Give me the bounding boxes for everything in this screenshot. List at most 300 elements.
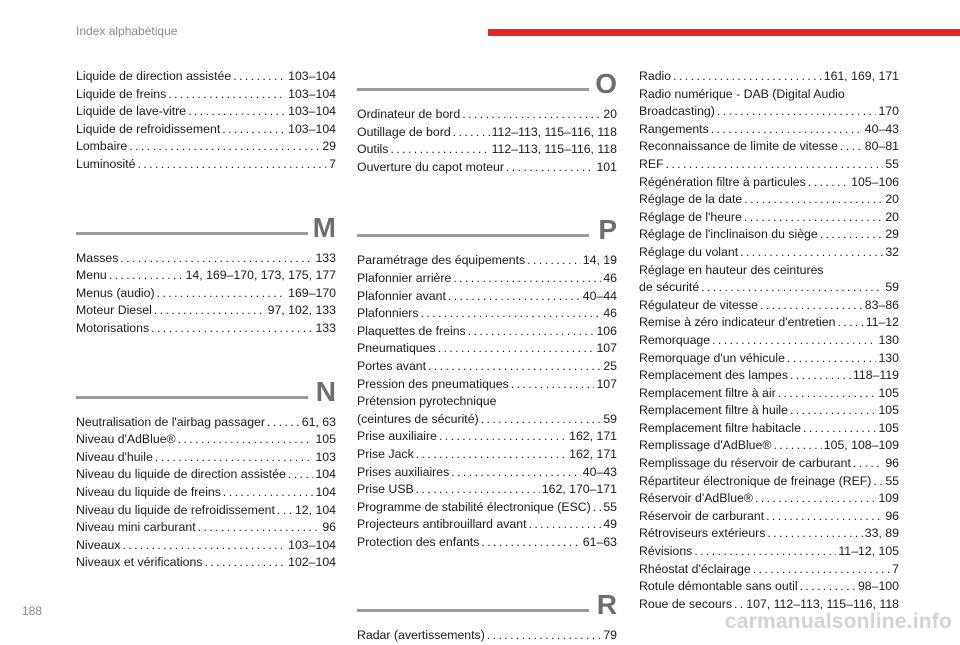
entry-pages: 169–170 xyxy=(288,285,336,300)
entry-term: Niveau d'huile xyxy=(76,449,153,464)
index-column-1 xyxy=(76,68,336,572)
dot-leader xyxy=(453,270,601,288)
index-entry xyxy=(357,411,617,429)
dot-leader xyxy=(151,320,313,338)
dot-leader xyxy=(154,302,266,320)
header-accent-bar xyxy=(488,29,960,36)
index-entry xyxy=(639,508,899,526)
dot-leader xyxy=(222,121,286,139)
index-entry xyxy=(639,279,899,297)
entry-term: Programme de stabilité électronique (ESC) xyxy=(357,499,591,514)
index-entry xyxy=(639,226,899,244)
entry-term: Radar (avertissements) xyxy=(357,628,485,643)
index-entry xyxy=(639,209,899,227)
dot-leader xyxy=(840,138,863,156)
dot-leader xyxy=(511,376,595,394)
index-entry xyxy=(639,350,899,368)
dot-leader xyxy=(129,138,320,156)
entry-term: Remise à zéro indicateur d'entretien xyxy=(639,315,836,330)
index-entry xyxy=(357,516,617,534)
entry-pages: 103–104 xyxy=(288,86,336,101)
entry-pages: 7 xyxy=(892,561,899,576)
index-entry xyxy=(639,437,899,455)
entry-term: Plafonniers xyxy=(357,306,419,321)
entry-term: Roue de secours xyxy=(639,596,732,611)
section-r-entries xyxy=(357,627,617,645)
index-entry xyxy=(357,252,617,270)
index-entry xyxy=(357,323,617,341)
entry-pages: 61–63 xyxy=(582,534,617,549)
entry-term: Remplacement des lampes xyxy=(639,368,788,383)
entry-term: Reconnaissance de limite de vitesse xyxy=(639,139,838,154)
index-entry xyxy=(639,156,899,174)
entry-pages: 55 xyxy=(885,473,899,488)
dot-leader xyxy=(808,174,849,192)
index-entry xyxy=(76,554,336,572)
entry-pages: 83–86 xyxy=(864,297,899,312)
dot-leader xyxy=(223,484,314,502)
dot-leader xyxy=(787,350,877,368)
index-entry xyxy=(639,402,899,420)
index-entry xyxy=(76,449,336,467)
entry-term: Menu xyxy=(76,268,107,283)
index-entry xyxy=(357,124,617,142)
index-entry xyxy=(357,464,617,482)
entry-pages: 105–106 xyxy=(851,174,899,189)
entry-term: Répartiteur électronique de freinage (REF) xyxy=(639,473,872,488)
entry-term: Niveau mini carburant xyxy=(76,520,196,535)
section-l-entries xyxy=(76,68,336,174)
entry-term: Réglage du volant xyxy=(639,244,739,259)
page-number: 188 xyxy=(22,604,43,618)
entry-pages: 11–12, 105 xyxy=(838,544,899,559)
entry-term: Paramétrage des équipements xyxy=(357,253,526,268)
dot-leader xyxy=(712,332,876,350)
entry-term: Niveau du liquide de refroidissement xyxy=(76,502,275,517)
entry-pages: 109 xyxy=(878,491,899,506)
entry-pages: 162, 171 xyxy=(569,429,617,444)
index-entry xyxy=(76,86,336,104)
entry-pages: 59 xyxy=(885,280,899,295)
index-entry xyxy=(76,250,336,268)
dot-leader xyxy=(711,121,863,139)
entry-term: Outils xyxy=(357,142,389,157)
dot-leader xyxy=(462,106,601,124)
index-entry xyxy=(357,305,617,323)
entry-term: Liquide de freins xyxy=(76,86,167,101)
entry-term: Remplissage d'AdBlue® xyxy=(639,438,772,453)
entry-pages: 103 xyxy=(315,449,336,464)
index-entry xyxy=(639,244,899,262)
dot-leader xyxy=(155,449,314,467)
section-letter-p: P xyxy=(598,214,617,246)
entry-term: Prises auxiliaires xyxy=(357,464,450,479)
entry-term: Motorisations xyxy=(76,320,150,335)
entry-pages: 103–104 xyxy=(288,69,336,83)
section-o-entries xyxy=(357,106,617,176)
entry-term: Niveau du liquide de freins xyxy=(76,484,221,499)
dot-leader xyxy=(168,86,286,104)
index-entry xyxy=(639,578,899,596)
section-header-n xyxy=(76,372,336,412)
dot-leader xyxy=(506,159,595,177)
entry-term: Lombaire xyxy=(76,139,128,154)
dot-leader xyxy=(198,519,321,537)
dot-leader xyxy=(820,226,884,244)
entry-pages: 20 xyxy=(603,107,617,121)
entry-term: Remplissage du réservoir de carburant xyxy=(639,456,851,471)
entry-term: (ceintures de sécurité) xyxy=(357,411,479,426)
entry-pages: 96 xyxy=(322,520,336,535)
entry-term: Pneumatiques xyxy=(357,341,436,356)
section-letter-r: R xyxy=(596,589,617,621)
index-entry xyxy=(639,367,899,385)
entry-pages: 40–44 xyxy=(582,288,617,303)
index-entry xyxy=(357,288,617,306)
dot-leader xyxy=(744,209,883,227)
section-header-r xyxy=(357,585,617,625)
index-entry xyxy=(357,499,617,517)
section-n-entries xyxy=(76,414,336,572)
dot-leader xyxy=(800,578,856,596)
index-entry: Réglage en hauteur des ceintures xyxy=(639,262,824,277)
section-m-entries xyxy=(76,250,336,338)
entry-term: Remplacement filtre habitacle xyxy=(639,420,801,435)
index-entry xyxy=(357,376,617,394)
dot-leader xyxy=(767,525,862,543)
section-rule xyxy=(357,88,589,91)
entry-pages: 162, 171 xyxy=(569,446,617,461)
dot-leader xyxy=(416,446,567,464)
entry-pages: 55 xyxy=(885,156,899,171)
entry-term: Réservoir d'AdBlue® xyxy=(639,491,753,506)
entry-pages: 105 xyxy=(878,385,899,400)
index-entry: Radio numérique - DAB (Digital Audio xyxy=(639,86,845,101)
entry-pages: 104 xyxy=(315,484,336,499)
dot-leader xyxy=(853,455,883,473)
entry-term: Plafonnier avant xyxy=(357,288,446,303)
entry-pages: 97, 102, 133 xyxy=(267,303,336,318)
entry-term: Masses xyxy=(76,250,119,265)
dot-leader xyxy=(120,250,313,268)
index-entry: Prétension pyrotechnique xyxy=(357,394,497,409)
page-header-title: Index alphabétique xyxy=(76,24,178,38)
index-entry xyxy=(76,302,336,320)
entry-pages: 105 xyxy=(878,420,899,435)
dot-leader xyxy=(593,499,602,517)
dot-leader xyxy=(438,340,595,358)
index-entry xyxy=(639,174,899,192)
section-header-p xyxy=(357,210,617,250)
index-entry xyxy=(357,106,617,124)
dot-leader xyxy=(529,516,602,534)
index-entry xyxy=(76,414,336,432)
index-entry xyxy=(76,537,336,555)
entry-pages: 12, 104 xyxy=(294,502,336,517)
dot-leader xyxy=(421,305,602,323)
dot-leader xyxy=(109,267,184,285)
entry-term: Réservoir de carburant xyxy=(639,508,765,523)
section-letter-o: O xyxy=(595,68,617,99)
dot-leader xyxy=(204,554,286,572)
entry-pages: 107 xyxy=(596,376,617,391)
entry-pages: 55 xyxy=(603,499,617,514)
entry-term: Portes avant xyxy=(357,358,427,373)
entry-pages: 107 xyxy=(596,341,617,356)
index-entry xyxy=(639,138,899,156)
entry-pages: 14, 169–170, 173, 175, 177 xyxy=(185,268,336,283)
index-entry xyxy=(357,428,617,446)
entry-pages: 112–113, 115–116, 118 xyxy=(491,124,617,139)
index-entry xyxy=(357,270,617,288)
dot-leader xyxy=(673,68,822,86)
entry-term: Ouverture du capot moteur xyxy=(357,159,504,174)
dot-leader xyxy=(188,103,286,121)
index-entry xyxy=(357,446,617,464)
entry-term: Rangements xyxy=(639,121,709,136)
index-entry xyxy=(76,156,336,174)
entry-pages: 103–104 xyxy=(288,537,336,552)
index-entry xyxy=(76,267,336,285)
dot-leader xyxy=(694,543,836,561)
entry-pages: 80–81 xyxy=(864,139,899,154)
index-entry xyxy=(76,103,336,121)
entry-pages: 49 xyxy=(603,517,617,532)
entry-pages: 25 xyxy=(603,358,617,373)
entry-pages: 32 xyxy=(885,244,899,259)
entry-pages: 101 xyxy=(596,159,617,174)
dot-leader xyxy=(740,244,883,262)
dot-leader xyxy=(753,561,890,579)
dot-leader xyxy=(448,288,581,306)
dot-leader xyxy=(390,141,489,159)
section-rule xyxy=(76,396,308,399)
entry-pages: 105 xyxy=(878,403,899,418)
section-header-o xyxy=(357,64,617,104)
entry-term: Plaquettes de freins xyxy=(357,323,466,338)
entry-term: Révisions xyxy=(639,544,693,559)
dot-leader xyxy=(773,437,821,455)
dot-leader xyxy=(790,367,851,385)
entry-term: Remorquage xyxy=(639,332,711,347)
index-entry xyxy=(76,466,336,484)
entry-pages: 106 xyxy=(596,323,617,338)
index-entry xyxy=(639,314,899,332)
entry-pages: 130 xyxy=(878,350,899,365)
index-entry xyxy=(639,490,899,508)
dot-leader xyxy=(873,473,883,491)
entry-term: Radio xyxy=(639,69,672,83)
dot-leader xyxy=(453,124,490,142)
entry-pages: 162, 170–171 xyxy=(541,482,617,497)
entry-pages: 112–113, 115–116, 118 xyxy=(491,142,617,157)
entry-pages: 40–43 xyxy=(864,121,899,136)
dot-leader xyxy=(178,431,314,449)
entry-pages: 29 xyxy=(322,139,336,154)
section-rule xyxy=(357,234,589,237)
index-entry xyxy=(76,285,336,303)
index-entry xyxy=(357,534,617,552)
index-entry xyxy=(639,561,899,579)
index-entry xyxy=(357,340,617,358)
entry-pages: 96 xyxy=(885,456,899,471)
entry-pages: 107, 112–113, 115–116, 118 xyxy=(746,596,899,611)
watermark: carmanualsonline.info xyxy=(724,610,952,633)
entry-pages: 130 xyxy=(878,332,899,347)
index-entry xyxy=(76,431,336,449)
entry-pages: 133 xyxy=(315,320,336,335)
entry-pages: 104 xyxy=(315,467,336,482)
entry-pages: 79 xyxy=(603,628,617,643)
entry-term: Protection des enfants xyxy=(357,534,480,549)
entry-term: Réglage de la date xyxy=(639,192,743,207)
entry-pages: 61, 63 xyxy=(301,414,336,429)
index-entry xyxy=(76,138,336,156)
entry-pages: 7 xyxy=(329,156,336,171)
dot-leader xyxy=(451,464,581,482)
entry-term: Remorquage d'un véhicule xyxy=(639,350,785,365)
entry-term: Régulateur de vitesse xyxy=(639,297,758,312)
index-entry xyxy=(639,473,899,491)
index-entry xyxy=(76,484,336,502)
entry-term: Prise Jack xyxy=(357,446,414,461)
dot-leader xyxy=(666,156,884,174)
dot-leader xyxy=(766,508,883,526)
dot-leader xyxy=(157,285,287,303)
dot-leader xyxy=(277,502,293,520)
index-entry xyxy=(639,455,899,473)
entry-term: Pression des pneumatiques xyxy=(357,376,509,391)
index-entry xyxy=(639,420,899,438)
entry-term: Plafonnier arrière xyxy=(357,270,452,285)
entry-term: Menus (audio) xyxy=(76,285,155,300)
entry-pages: 20 xyxy=(885,192,899,207)
dot-leader xyxy=(744,191,883,209)
index-entry xyxy=(76,121,336,139)
dot-leader xyxy=(428,358,601,376)
entry-pages: 105, 108–109 xyxy=(823,438,899,453)
entry-pages: 161, 169, 171 xyxy=(823,69,899,83)
entry-pages: 103–104 xyxy=(288,121,336,136)
entry-term: Niveaux et vérifications xyxy=(76,555,203,570)
entry-pages: 105 xyxy=(315,432,336,447)
section-r-continued-entries xyxy=(639,68,899,613)
entry-pages: 96 xyxy=(885,508,899,523)
entry-pages: 11–12 xyxy=(865,315,899,330)
index-entry xyxy=(357,358,617,376)
dot-leader xyxy=(481,411,602,429)
entry-term: Remplacement filtre à air xyxy=(639,385,776,400)
index-entry xyxy=(639,543,899,561)
dot-leader xyxy=(837,314,863,332)
entry-term: de sécurité xyxy=(639,280,700,295)
index-entry xyxy=(639,121,899,139)
dot-leader xyxy=(288,466,314,484)
entry-pages: 33, 89 xyxy=(864,526,899,541)
section-rule xyxy=(76,232,308,235)
entry-pages: 29 xyxy=(885,227,899,242)
index-entry xyxy=(76,68,336,86)
entry-pages: 118–119 xyxy=(852,368,899,383)
index-entry xyxy=(639,332,899,350)
entry-term: Rhéostat d'éclairage xyxy=(639,561,751,576)
entry-term: Neutralisation de l'airbag passager xyxy=(76,414,265,429)
section-rule xyxy=(357,609,589,612)
dot-leader xyxy=(487,627,602,645)
entry-term: Niveau d'AdBlue® xyxy=(76,432,176,447)
dot-leader xyxy=(717,103,877,121)
index-entry xyxy=(76,519,336,537)
index-entry xyxy=(639,525,899,543)
entry-term: Rétroviseurs extérieurs xyxy=(639,526,766,541)
entry-term: Ordinateur de bord xyxy=(357,107,461,121)
index-entry xyxy=(357,141,617,159)
index-column-3 xyxy=(639,68,899,613)
entry-pages: 170 xyxy=(878,104,899,119)
index-entry xyxy=(76,320,336,338)
dot-leader xyxy=(267,414,300,432)
entry-term: Remplacement filtre à huile xyxy=(639,403,788,418)
dot-leader xyxy=(122,537,286,555)
entry-pages: 46 xyxy=(603,270,617,285)
entry-term: Liquide de direction assistée xyxy=(76,69,232,83)
entry-term: Prise USB xyxy=(357,482,414,497)
index-entry xyxy=(357,627,617,645)
dot-leader xyxy=(416,481,540,499)
dot-leader xyxy=(481,534,580,552)
entry-term: Luminosité xyxy=(76,156,136,171)
dot-leader xyxy=(468,323,595,341)
entry-pages: 98–100 xyxy=(857,579,899,594)
dot-leader xyxy=(803,420,876,438)
entry-term: Réglage de l'heure xyxy=(639,209,742,224)
entry-pages: 102–104 xyxy=(288,555,336,570)
entry-term: Niveau du liquide de direction assistée xyxy=(76,467,286,482)
entry-pages: 59 xyxy=(603,411,617,426)
entry-term: Broadcasting) xyxy=(639,104,715,119)
entry-term: Régénération filtre à particules xyxy=(639,174,806,189)
entry-pages: 14, 19 xyxy=(582,253,617,268)
index-entry xyxy=(639,103,899,121)
dot-leader xyxy=(527,252,581,270)
index-entry xyxy=(357,481,617,499)
dot-leader xyxy=(760,297,863,315)
entry-pages: 40–43 xyxy=(582,464,617,479)
dot-leader xyxy=(137,156,327,174)
index-column-2 xyxy=(357,64,617,645)
entry-term: Rotule démontable sans outil xyxy=(639,579,798,594)
entry-pages: 20 xyxy=(885,209,899,224)
index-entry xyxy=(639,191,899,209)
entry-term: REF xyxy=(639,156,664,171)
dot-leader xyxy=(233,68,286,86)
entry-term: Moteur Diesel xyxy=(76,303,152,318)
entry-pages: 103–104 xyxy=(288,104,336,119)
index-entry xyxy=(639,297,899,315)
section-letter-n: N xyxy=(315,375,336,407)
index-entry xyxy=(76,502,336,520)
index-entry xyxy=(639,385,899,403)
section-letter-m: M xyxy=(312,211,336,243)
dot-leader xyxy=(790,402,876,420)
section-header-m xyxy=(76,208,336,248)
index-entry xyxy=(357,159,617,177)
dot-leader xyxy=(701,279,883,297)
entry-term: Prise auxiliaire xyxy=(357,429,437,444)
entry-term: Liquide de refroidissement xyxy=(76,121,221,136)
entry-pages: 133 xyxy=(315,250,336,265)
dot-leader xyxy=(439,428,567,446)
